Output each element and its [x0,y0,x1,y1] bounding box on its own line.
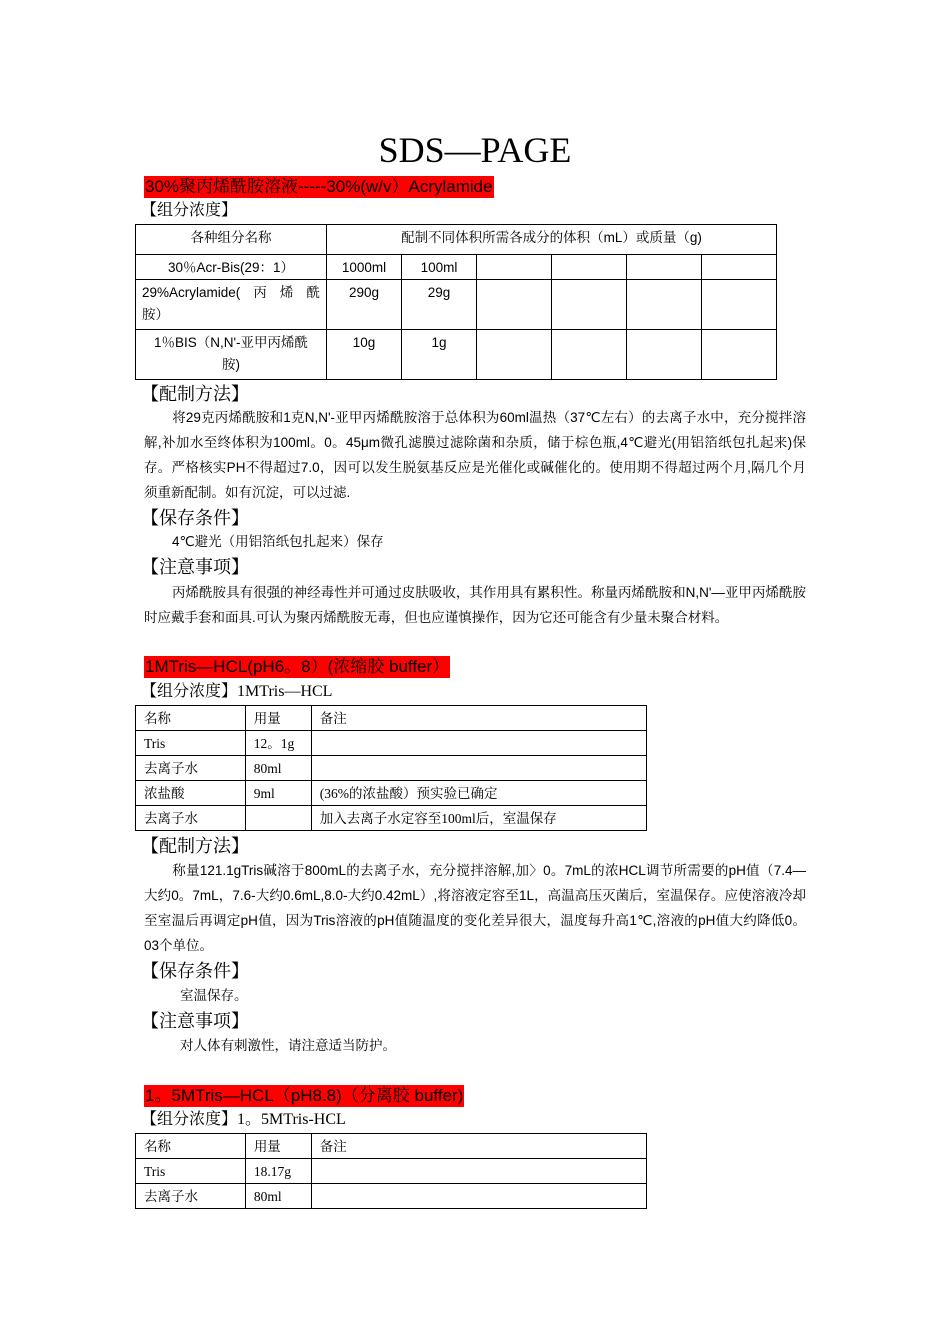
table-cell [477,330,552,380]
method-heading: 【配制方法】 [141,384,249,404]
table-header-cell: 名称 [136,1134,246,1159]
table-cell [627,280,702,330]
table-cell: (36%的浓盐酸）预实验已确定 [311,781,646,806]
table-cell [477,280,552,330]
table-cell: 去离子水 [136,756,246,781]
table-cell [552,330,627,380]
table-cell: 80ml [245,756,311,781]
acrylamide-table [135,224,777,380]
notes-text: 丙烯酰胺具有很强的神经毒性并可通过皮肤吸收，其作用具有累积性。称量丙烯酰胺和N,N'—亚甲丙烯酰胺时应戴手套和面具.可认为聚丙烯酰胺无毒，但也应谨慎操作，因为它还可能含有少量未聚合材料。 [144,585,806,625]
table-cell [311,756,646,781]
table-cell: 1000ml [327,255,402,280]
table-header-row [136,1134,647,1159]
table-row [136,781,647,806]
table-cell [702,330,777,380]
table-cell: 10g [327,330,402,380]
table-cell [627,330,702,380]
table-row [136,255,777,280]
table-cell: 加入去离子水定容至100ml后，室温保存 [311,806,646,831]
method-paragraph [144,858,806,958]
table-cell [311,1159,646,1184]
table-header-row [136,706,647,731]
method-heading: 【配制方法】 [141,836,249,856]
notes-heading: 【注意事项】 [141,1011,249,1031]
tris-ph68-table [135,705,647,831]
table-cell [702,280,777,330]
table-cell: Tris [136,1159,246,1184]
table-cell: 18.17g [245,1159,311,1184]
section-heading-tris-ph68: 1MTris—HCL(pH6。8）(浓缩胶 buffer） [145,657,450,676]
storage-text: 室温保存。 [180,988,248,1003]
tris-ph88-table [135,1133,647,1209]
table-cell [477,255,552,280]
table-cell [311,1184,646,1209]
table-cell: 290g [327,280,402,330]
storage-heading: 【保存条件】 [141,961,249,981]
table-header-cell: 备注 [311,1134,646,1159]
table-cell [136,280,327,330]
component-name-cont: 胺） [142,307,169,322]
table-row [136,731,647,756]
table-cell [311,731,646,756]
table-cell: 80ml [245,1184,311,1209]
section-heading-tris-ph88: 1。5MTris—HCL（pH8.8)（分离胶 buffer) [145,1086,464,1105]
table-cell [136,255,327,280]
table-row [136,756,647,781]
table-cell [702,255,777,280]
concentration-label: 【组分浓度】1MTris—HCL [141,683,333,700]
table-row [136,330,777,380]
concentration-label: 【组分浓度】 [141,202,238,219]
table-row [136,1159,647,1184]
component-name: 30％Acr-Bis(29：1） [167,260,295,275]
table-header-cell: 名称 [136,706,246,731]
section-heading-acrylamide: 30%聚丙烯酰胺溶液-----30%(w/v）Acrylamide [145,177,493,196]
table-cell: 浓盐酸 [136,781,246,806]
notes-text: 对人体有刺激性，请注意适当防护。 [180,1038,396,1053]
method-text: 将29克丙烯酰胺和1克N,N'-亚甲丙烯酰胺溶于总体积为60ml温热（37℃左右）的去离子水中，充分搅拌溶解,补加水至终体积为100ml。0。45μm微孔滤膜过滤除菌和杂质，储于棕色瓶,4℃避光(用铝箔纸包扎起来)保存。严格核实PH不得超过7.0，因可以发生脱氨基反应是光催化或碱催化的。使用期不得超过两个月,隔几个月须重新配制。如有沉淀，可以过滤. [144,410,806,500]
table-cell [245,806,311,831]
table-header-cell: 用量 [245,1134,311,1159]
notes-heading: 【注意事项】 [141,557,249,577]
table-header-cell: 各种组分名称 [136,225,327,255]
table-header-cell: 备注 [311,706,646,731]
component-name: 29%Acrylamide(丙烯酰 [142,285,320,300]
table-header-cell: 配制不同体积所需各成分的体积（mL）或质量（g) [327,225,777,255]
table-cell: 29g [402,280,477,330]
table-cell [552,255,627,280]
component-name-cont: 胺) [222,357,240,372]
component-name: 1％BIS（N,N'-亚甲丙烯酰 [153,335,309,350]
table-cell: 去离子水 [136,1184,246,1209]
table-header-row [136,225,777,255]
table-cell: 1g [402,330,477,380]
storage-text: 4℃避光（用铝箔纸包扎起来）保存 [172,534,384,549]
table-header-cell: 用量 [245,706,311,731]
table-cell [552,280,627,330]
storage-heading: 【保存条件】 [141,508,249,528]
table-row [136,806,647,831]
method-paragraph [144,405,806,505]
table-cell [136,330,327,380]
table-cell: Tris [136,731,246,756]
table-row [136,1184,647,1209]
table-cell: 12。1g [245,731,311,756]
table-row [136,280,777,330]
table-cell: 100ml [402,255,477,280]
table-cell: 9ml [245,781,311,806]
table-cell [627,255,702,280]
method-text: 称量121.1gTris碱溶于800mL的去离子水，充分搅拌溶解,加〉0。7mL的浓HCL调节所需要的pH值（7.4—大约0。7mL，7.6-大约0.6mL,8.0-大约0.42mL）,将溶液定容至1L，高温高压灭菌后，室温保存。应使溶液冷却至室温后再调定pH值，因为Tris溶液的pH值随温度的变化差异很大，温度每升高1℃,溶液的pH值大约降低0。03个单位。 [144,863,806,953]
table-cell: 去离子水 [136,806,246,831]
notes-paragraph [144,580,806,630]
concentration-label: 【组分浓度】1。5MTris-HCL [141,1111,346,1128]
document-title: SDS—PAGE [378,130,572,170]
